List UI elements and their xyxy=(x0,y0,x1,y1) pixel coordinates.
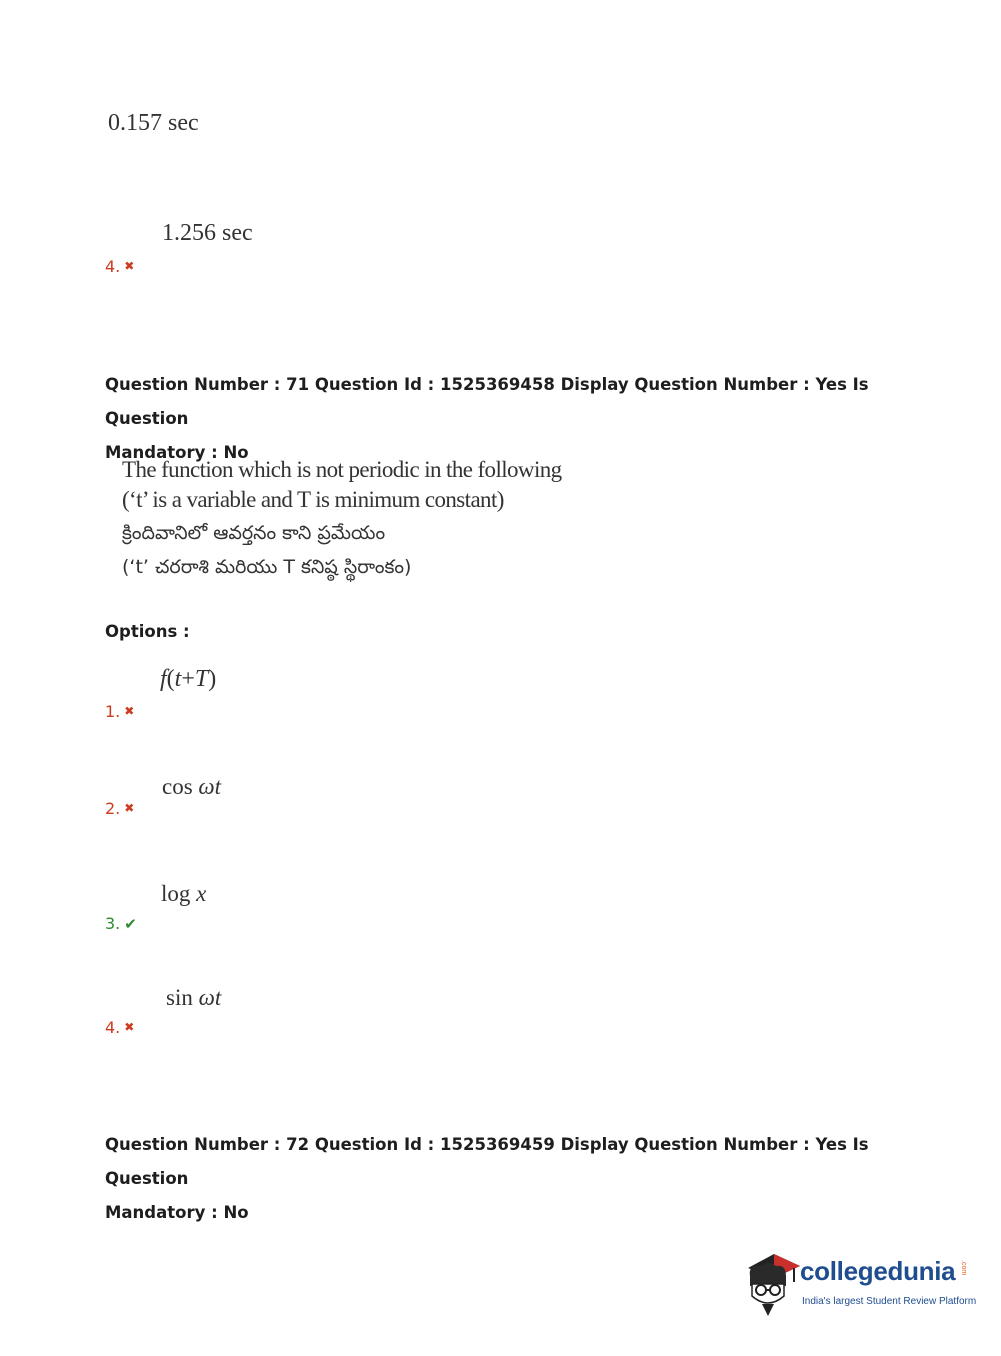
option-4-value xyxy=(166,985,221,1011)
question-72-header-line2: Mandatory : No xyxy=(105,1203,249,1222)
question-72-header xyxy=(105,1128,905,1230)
option-2-marker xyxy=(105,799,134,818)
check-icon: ✔ xyxy=(124,915,137,933)
option-3-value xyxy=(161,881,206,907)
option-1-value xyxy=(160,666,216,693)
prev-option-4-value: 1.256 sec xyxy=(162,220,253,246)
cross-icon: ✖ xyxy=(124,704,135,718)
cross-icon: ✖ xyxy=(124,259,135,273)
math-argument: x xyxy=(196,881,207,906)
math-var-t: t xyxy=(174,666,182,692)
cross-icon: ✖ xyxy=(124,1020,135,1034)
option-2-value xyxy=(162,774,221,800)
question-text-telugu-line1: క్రిందివానిలో ఆవర్తనం కాని ప్రమేయం xyxy=(122,522,386,544)
question-text-english-line1: The function which is not periodic in the following xyxy=(122,457,562,482)
option-4-marker xyxy=(105,1018,134,1037)
math-plus: + xyxy=(181,666,195,692)
question-72-header-line1: Question Number : 72 Question Id : 1525369459 Display Question Number : Yes Is Question xyxy=(105,1135,869,1188)
question-text-english-line2: (‘t’ is a variable and T is minimum constant) xyxy=(122,487,504,512)
math-var-T: T xyxy=(194,666,209,692)
math-function: log xyxy=(161,881,191,906)
option-number: 2. xyxy=(105,799,121,818)
options-label: Options : xyxy=(105,622,190,641)
option-number: 1. xyxy=(105,702,121,721)
question-71-header-line2: Mandatory : No xyxy=(105,443,249,462)
option-number: 4. xyxy=(105,257,121,276)
logo-tagline: India's largest Student Review Platform xyxy=(802,1296,977,1307)
math-close-paren: ) xyxy=(208,666,217,692)
option-number: 3. xyxy=(105,914,121,933)
math-argument: ωt xyxy=(198,985,222,1010)
prev-option-4-marker xyxy=(105,257,134,276)
mascot-icon xyxy=(742,1250,802,1320)
math-function: sin xyxy=(166,985,193,1010)
math-function-f: f xyxy=(160,666,167,692)
option-3-marker xyxy=(105,914,137,933)
collegedunia-logo xyxy=(742,1250,977,1320)
logo-dotcom: .com xyxy=(960,1260,967,1276)
option-1-marker xyxy=(105,702,134,721)
cross-icon: ✖ xyxy=(124,801,135,815)
prev-option-3-value: 0.157 sec xyxy=(108,110,199,136)
math-argument: ωt xyxy=(198,774,222,799)
logo-wordmark: collegedunia xyxy=(800,1256,956,1286)
math-function: cos xyxy=(162,774,193,799)
question-text-telugu-line2: (‘t’ చరరాశి మరియు T కనిష్ఠ స్థిరాంకం) xyxy=(122,556,412,578)
option-number: 4. xyxy=(105,1018,121,1037)
question-71-text xyxy=(122,455,562,583)
math-open-paren: ( xyxy=(166,666,175,692)
question-71-header-line1: Question Number : 71 Question Id : 1525369458 Display Question Number : Yes Is Question xyxy=(105,375,869,428)
